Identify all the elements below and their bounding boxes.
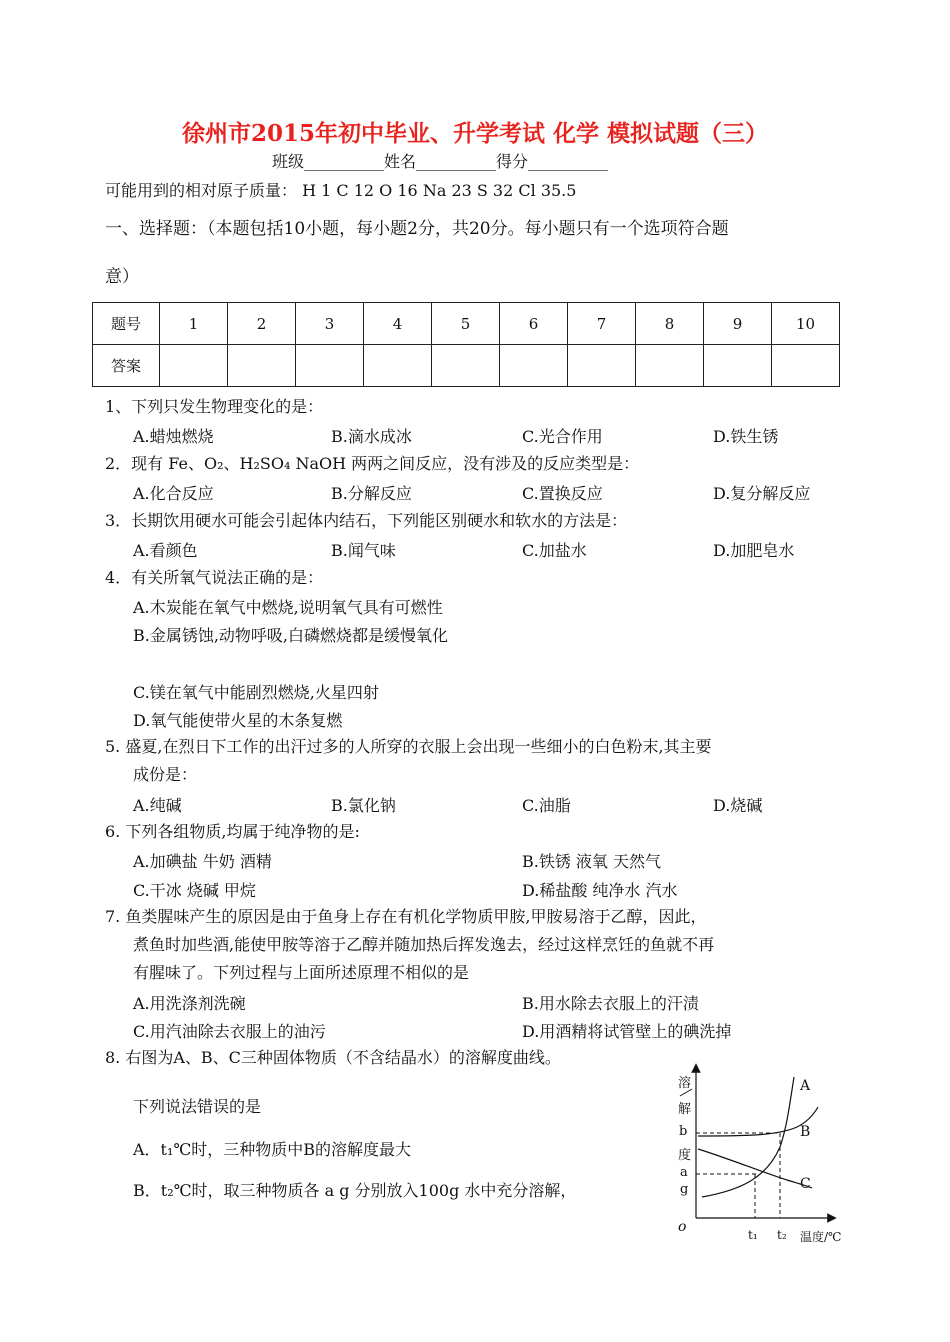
answer-cell[interactable] (228, 345, 296, 387)
question-5-stem: 5. 盛夏,在烈日下工作的出汗过多的人所穿的衣服上会出现一些细小的白色粉末,其主要 (105, 737, 712, 756)
q6-option-d: D.稀盐酸 纯净水 汽水 (522, 881, 678, 900)
table-cell: 4 (364, 303, 432, 345)
q3-option-c: C.加盐水 (522, 541, 587, 560)
curve-label-c: C (800, 1176, 811, 1192)
y-label-char-2: 解 (678, 1102, 692, 1117)
table-cell: 3 (296, 303, 364, 345)
q8-option-b: B．t₂℃时，取三种物质各 a g 分别放入100g 水中充分溶解， (133, 1181, 577, 1200)
table-cell: 8 (636, 303, 704, 345)
q7-option-a: A.用洗涤剂洗碗 (133, 994, 246, 1013)
answer-cell[interactable] (296, 345, 364, 387)
y-mark-b: b (679, 1124, 688, 1139)
question-6-stem: 6. 下列各组物质,均属于纯净物的是: (105, 822, 360, 841)
answer-cell[interactable] (160, 345, 228, 387)
q6-option-b: B.铁锈 液氧 天然气 (522, 852, 662, 871)
x-tick-t1: t₁ (748, 1228, 758, 1242)
question-8-stem-cont: 下列说法错误的是 (133, 1097, 262, 1116)
q6-option-c: C.干冰 烧碱 甲烷 (133, 881, 256, 900)
q3-option-b: B.闻气味 (331, 541, 396, 560)
q4-option-b: B.金属锈蚀,动物呼吸,白磷燃烧都是缓慢氧化 (133, 626, 449, 645)
q2-option-c: C.置换反应 (522, 484, 603, 503)
table-cell: 6 (500, 303, 568, 345)
q5-option-c: C.油脂 (522, 796, 571, 815)
question-1-stem: 1、下列只发生物理变化的是： (105, 397, 324, 416)
page-title: 徐州市2015年初中毕业、升学考试 化学 模拟试题（三） (181, 120, 769, 147)
answer-cell[interactable] (704, 345, 772, 387)
q1-option-a: A.蜡烛燃烧 (133, 427, 214, 446)
question-2-stem: 2．现有 Fe、O₂、H₂SO₄ NaOH 两两之间反应，没有涉及的反应类型是： (105, 454, 640, 473)
question-8-stem: 8. 右图为A、B、C三种固体物质（不含结晶水）的溶解度曲线。 (105, 1048, 561, 1067)
question-5-stem-cont: 成份是： (133, 765, 198, 784)
answer-cell[interactable] (432, 345, 500, 387)
y-mark-a: a (680, 1165, 688, 1180)
q1-option-b: B.滴水成冰 (331, 427, 412, 446)
y-label-char-3: 度 (678, 1148, 692, 1163)
answer-cell[interactable] (500, 345, 568, 387)
x-tick-t2: t₂ (777, 1228, 787, 1242)
origin-label: o (678, 1219, 687, 1235)
q3-option-d: D.加肥皂水 (713, 541, 795, 560)
y-mark-g: g (680, 1182, 689, 1197)
q7-option-c: C.用汽油除去衣服上的油污 (133, 1022, 326, 1041)
q2-option-a: A.化合反应 (133, 484, 214, 503)
q2-option-b: B.分解反应 (331, 484, 412, 503)
q6-option-a: A.加碘盐 牛奶 酒精 (133, 852, 272, 871)
student-info-line: 班级__________姓名__________得分__________ (272, 152, 609, 171)
q3-option-a: A.看颜色 (133, 541, 198, 560)
table-cell: 10 (772, 303, 840, 345)
table-cell: 7 (568, 303, 636, 345)
answer-table (92, 302, 840, 387)
table-header-cell: 答案 (93, 345, 160, 387)
question-4-stem: 4．有关所氧气说法正确的是： (105, 568, 324, 587)
curve-label-a: A (800, 1078, 811, 1094)
q7-option-b: B.用水除去衣服上的汗渍 (522, 994, 699, 1013)
q1-option-d: D.铁生锈 (713, 427, 779, 446)
q5-option-a: A.纯碱 (133, 796, 182, 815)
section-heading: 一、选择题：（本题包括10小题，每小题2分，共20分。每小题只有一个选项符合题 (105, 219, 729, 239)
solubility-curve-figure (672, 1062, 862, 1252)
table-cell: 1 (160, 303, 228, 345)
q7-option-d: D.用酒精将试管壁上的碘洗掉 (522, 1022, 732, 1041)
table-row (93, 345, 840, 387)
table-row (93, 303, 840, 345)
x-axis-label: 温度/℃ (800, 1230, 842, 1244)
q8-option-a: A．t₁℃时，三种物质中B的溶解度最大 (133, 1140, 412, 1159)
q5-option-b: B.氯化钠 (331, 796, 396, 815)
answer-cell[interactable] (568, 345, 636, 387)
y-label-char-1: 溶 (678, 1076, 692, 1091)
q2-option-d: D.复分解反应 (713, 484, 811, 503)
question-7-stem-cont2: 有腥味了。下列过程与上面所述原理不相似的是 (133, 963, 470, 982)
answer-cell[interactable] (772, 345, 840, 387)
q4-option-d: D.氧气能使带火星的木条复燃 (133, 711, 343, 730)
answer-cell[interactable] (364, 345, 432, 387)
question-3-stem: 3．长期饮用硬水可能会引起体内结石，下列能区别硬水和软水的方法是： (105, 511, 628, 530)
q5-option-d: D.烧碱 (713, 796, 763, 815)
section-heading-cont: 意） (105, 267, 139, 287)
q1-option-c: C.光合作用 (522, 427, 603, 446)
table-cell: 9 (704, 303, 772, 345)
q4-option-c: C.镁在氧气中能剧烈燃烧,火星四射 (133, 683, 379, 702)
curve-label-b: B (800, 1124, 811, 1140)
question-7-stem-cont: 煮鱼时加些酒,能使甲胺等溶于乙醇并随加热后挥发逸去，经过这样烹饪的鱼就不再 (133, 935, 715, 954)
q4-option-a: A.木炭能在氧气中燃烧,说明氧气具有可燃性 (133, 598, 443, 617)
table-header-cell: 题号 (93, 303, 160, 345)
atomic-masses: 可能用到的相对原子质量： H 1 C 12 O 16 Na 23 S 32 Cl 35.5 (105, 181, 577, 200)
answer-cell[interactable] (636, 345, 704, 387)
table-cell: 2 (228, 303, 296, 345)
table-cell: 5 (432, 303, 500, 345)
question-7-stem: 7. 鱼类腥味产生的原因是由于鱼身上存在有机化学物质甲胺,甲胺易溶于乙醇，因此， (105, 907, 707, 926)
